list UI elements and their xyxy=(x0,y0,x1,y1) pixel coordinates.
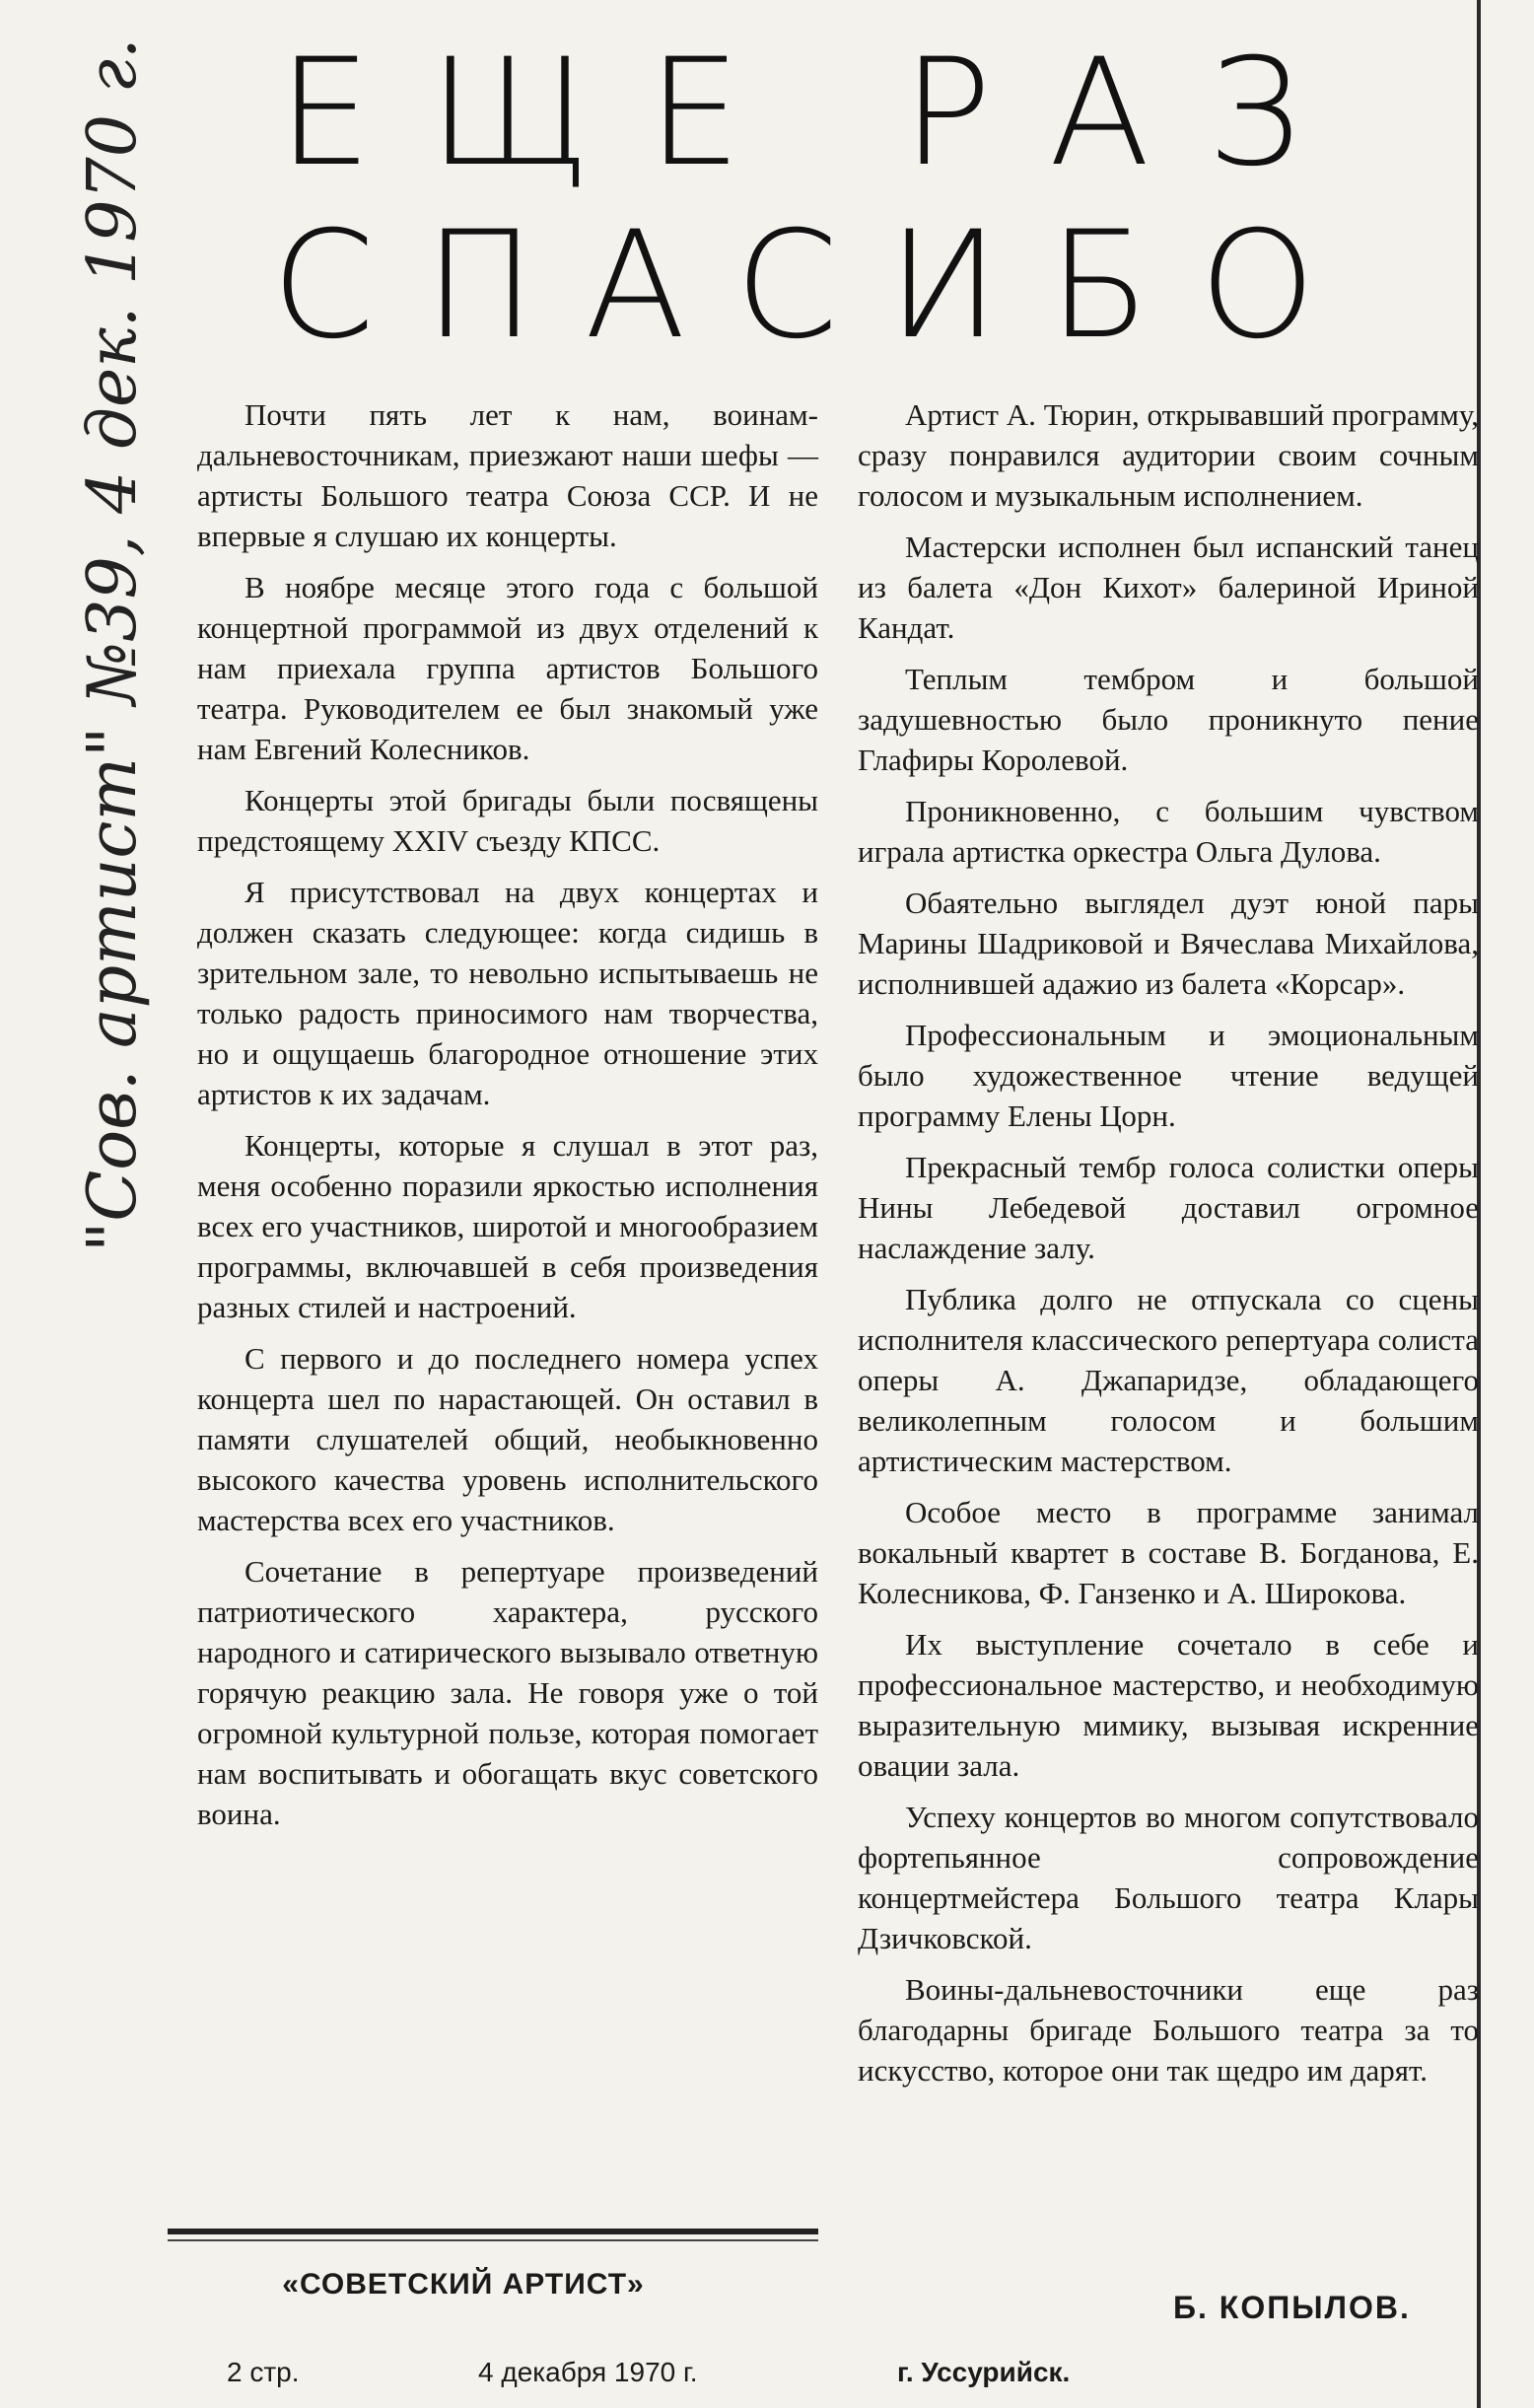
paragraph: Успеху концертов во многом сопутствовало фортепьянное сопровождение концертмейстера Большого театра Клары Дзичковской. xyxy=(858,1800,1479,1955)
article-right-column xyxy=(858,394,1479,2101)
newspaper-clipping xyxy=(148,0,1479,2408)
paragraph: Концерты этой бригады были посвящены предстоящему XXIV съезду КПСС. xyxy=(197,783,818,858)
paragraph: Сочетание в репертуаре произведений патриотического характера, русского народного и сатирического вызывало ответную горячую реакцию зала. Не говоря уже о той огромной культурной пользе, которая помогает нам воспитывать и обогащать вкус советского воина. xyxy=(197,1554,818,1831)
paragraph: Профессиональным и эмоциональным было художественное чтение ведущей программу Елены Цорн. xyxy=(858,1018,1479,1133)
paragraph: С первого и до последнего номера успех концерта шел по нарастающей. Он оставил в памяти слушателей общий, необыкновенно высокого качества уровень исполнительского мастерства всех его участников. xyxy=(197,1341,818,1537)
paragraph: Мастерски исполнен был испанский танец из балета «Дон Кихот» балериной Ириной Кандат. xyxy=(858,530,1479,645)
article-left-column xyxy=(197,394,818,1845)
paragraph: Почти пять лет к нам, воинам-дальневосточникам, приезжают наши шефы — артисты Большого театра Союза ССР. И не впервые я слушаю их концерты. xyxy=(197,397,818,553)
article-city: г. Уссурийск. xyxy=(897,2357,1071,2387)
paragraph: Проникновенно, с большим чувством играла артистка оркестра Ольга Дулова. xyxy=(858,794,1479,869)
headline-line-1: ЕЩЕ РАЗ xyxy=(278,28,1359,199)
paragraph: Особое место в программе занимал вокальный квартет в составе В. Богданова, Е. Колесникова, Ф. Ганзенко и А. Широкова. xyxy=(858,1495,1479,1610)
paragraph: В ноябре месяце этого года с большой концертной программой из двух отделений к нам приехала группа артистов Большого театра. Руководителем ее был знакомый уже нам Евгений Колесников. xyxy=(197,570,818,766)
footer-rule-thick xyxy=(168,2229,818,2234)
page-number: 2 стр. xyxy=(227,2357,300,2387)
paragraph: Концерты, которые я слушал в этот раз, меня особенно поразили яркостью исполнения всех его участников, широтой и многообразием программы, включавшей в себя произведения разных стилей и настроений. xyxy=(197,1128,818,1324)
paragraph: Я присутствовал на двух концертах и должен сказать следующее: когда сидишь в зрительном зале, то невольно испытываешь не только радость приносимого нам творчества, но и ощущаешь благородное отношение этих артистов к их задачам. xyxy=(197,875,818,1111)
newspaper-name: «СОВЕТСКИЙ АРТИСТ» xyxy=(282,2268,645,2301)
paragraph: Артист А. Тюрин, открывавший программу, сразу понравился аудитории своим сочным голосом и музыкальным исполнением. xyxy=(858,397,1479,513)
paragraph: Публика долго не отпускала со сцены исполнителя классического репертуара солиста оперы А. Джапаридзе, обладающего великолепным голосом и большим артистическим мастерством. xyxy=(858,1282,1479,1478)
handwritten-archive-note: "Сов. артист" №39, 4 дек. 1970 г. xyxy=(74,37,152,1252)
paragraph: Прекрасный тембр голоса солистки оперы Нины Лебедевой доставил огромное наслаждение залу. xyxy=(858,1150,1479,1265)
paragraph: Теплым тембром и большой задушевностью было проникнуто пение Глафиры Королевой. xyxy=(858,662,1479,777)
paragraph: Обаятельно выглядел дуэт юной пары Марины Шадриковой и Вячеслава Михайлова, исполнившей адажио из балета «Корсар». xyxy=(858,885,1479,1001)
issue-date: 4 декабря 1970 г. xyxy=(478,2357,698,2387)
paragraph: Воины-дальневосточники еще раз благодарны бригаде Большого театра за то искусство, которое они так щедро им дарят. xyxy=(858,1972,1479,2088)
headline-line-2: СПАСИБО xyxy=(271,200,1365,372)
paragraph: Их выступление сочетало в себе и профессиональное мастерство, и необходимую выразительную мимику, вызывая искренние овации зала. xyxy=(858,1627,1479,1783)
footer-rule-thin xyxy=(168,2239,818,2241)
article-author: Б. КОПЫЛОВ. xyxy=(1173,2290,1411,2325)
